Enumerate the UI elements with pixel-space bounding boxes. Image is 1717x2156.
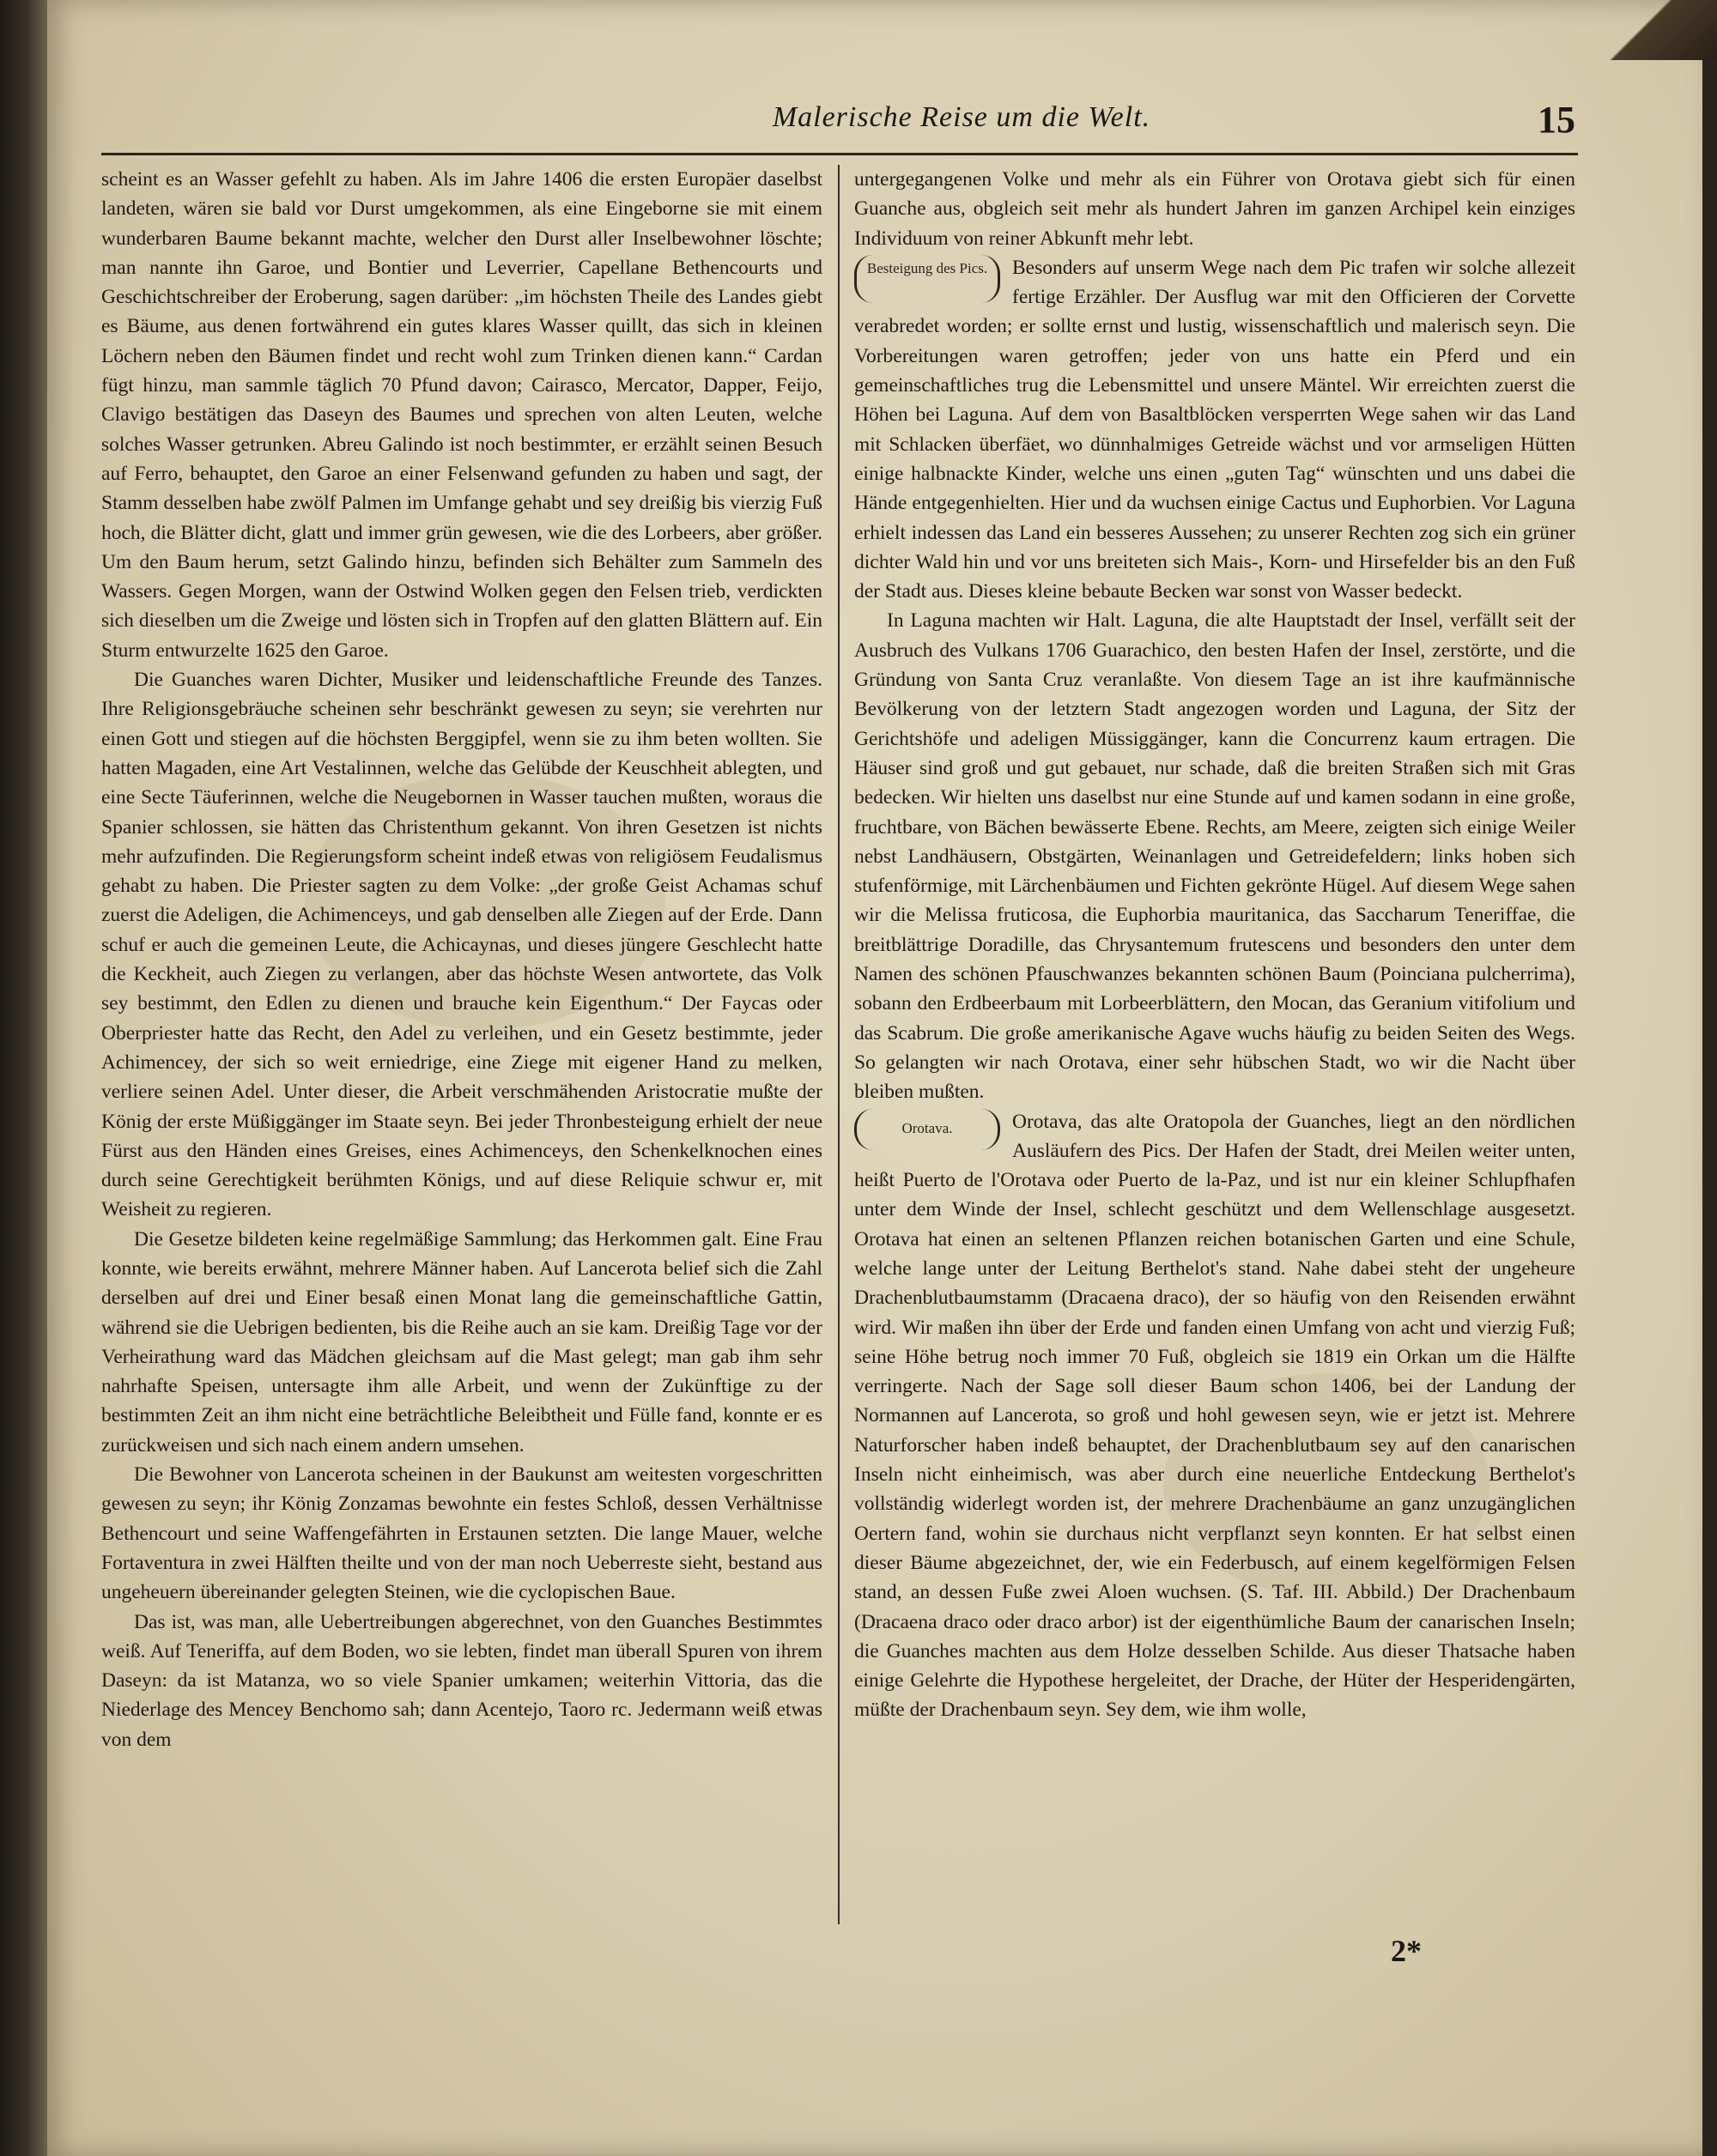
paragraph <box>101 1608 822 1754</box>
paragraph <box>854 1107 1575 1725</box>
left-text-column <box>101 165 822 1916</box>
page-header <box>0 101 1717 153</box>
paragraph-text: untergegangenen Volke und mehr als ein Führer von Orotava giebt sich für einen Guanche aus, obgleich seit mehr als hundert Jahren im ganzen Archipel kein einziges Individuum von reiner Abkunft mehr lebt. <box>854 168 1575 250</box>
marginal-note: Orotava. <box>854 1109 1000 1150</box>
paragraph-text: Das ist, was man, alle Uebertreibungen abgerechnet, von den Guanches Bestimmtes weiß. Auf Teneriffa, auf dem Boden, wo sie lebten, findet man überall Spuren von ihrem Daseyn: da ist Matanza, wo so viele Spanier umkamen; weiterhin Vittoria, das die Niederlage des Mencey Benchomo sah; dann Acentejo, Taoro rc. Jedermann weiß etwas von dem <box>101 1610 822 1751</box>
paragraph <box>101 665 822 1225</box>
running-title: Malerische Reise um die Welt. <box>772 101 1151 133</box>
paragraph-text: Die Gesetze bildeten keine regelmäßige Sammlung; das Herkommen galt. Eine Frau konnte, wie bereits erwähnt, mehrere Männer haben. Auf Lancerota belief sich die Zahl derselben auf drei und Einer besaß einen Monat lang die gemeinschaftliche Gattin, während sie die Uebrigen bedienten, bis die Reihe auch an sie kam. Dreißig Tage vor der Verheirathung ward das Mädchen gleichsam auf die Mast gelegt; man gab ihm sehr nahrhafte Speisen, untersagte ihm alle Arbeit, und wenn der Zukünftige zu der bestimmten Zeit an ihm nicht eine beträchtliche Beleibtheit und Fülle fand, konnte er es zurückweisen und sich nach einem andern umsehen. <box>101 1227 822 1457</box>
signature-mark: 2* <box>1391 1934 1422 1968</box>
paragraph <box>101 1225 822 1460</box>
marginal-note: Besteigung des Pics. <box>854 255 1000 303</box>
paragraph-text: Orotava, das alte Oratopola der Guanches, liegt an den nördlichen Ausläufern des Pics. Der Hafen der Stadt, drei Meilen weiter unten, heißt Puerto de l'Orotava oder Puerto de la-Paz, und ist nur ein kleiner Schlupfhafen unter dem Winde der Insel, schlecht geschützt und dem Wellenschlage ausgesetzt. Orotava hat einen an seltenen Pflanzen reichen botanischen Garten und eine Schule, welche lange unter der Leitung Berthelot's stand. Nahe dabei steht der ungeheure Drachenblutbaumstamm (Dracaena draco), der so häufig von den Reisenden erwähnt wird. Wir maßen ihn über der Erde und fanden einen Umfang von acht und vierzig Fuß; seine Höhe betrug noch immer 70 Fuß, obgleich sie 1819 ein Orkan um die Hälfte verringerte. Nach der Sage soll dieser Baum schon 1406, bei der Landung der Normannen auf Lancerota, so groß und hohl gewesen seyn, wie er jetzt ist. Mehrere Naturforscher haben indeß behauptet, der Drachenblutbaum sey auf den canarischen Inseln nicht einheimisch, was aber durch eine neuerliche Entdeckung Berthelot's vollständig widerlegt worden ist, der mehrere Drachenbäume an ganz unzugänglichen Oertern fand, wohin sie durchaus nicht verpflanzt seyn konnten. Er hat selbst einen dieser Bäume abgezeichnet, der, wie ein Federbusch, auf einem kegelförmigen Felsen stand, an dessen Fuße zwei Aloen wuchsen. (S. Taf. III. Abbild.) Der Drachenbaum (Dracaena draco oder draco arbor) ist der eigenthümliche Baum der canarischen Inseln; die Guanches machten aus dem Holze desselben Schilde. Aus dieser Thatsache haben einige Gelehrte die Hypothese hergeleitet, der Drache, der Hüter der Hesperidengärten, müßte der Drachenbaum seyn. Sey dem, wie ihm wolle, <box>854 1110 1575 1722</box>
header-rule <box>101 153 1578 155</box>
paragraph-text: Die Bewohner von Lancerota scheinen in der Baukunst am weitesten vorgeschritten gewesen zu seyn; ihr König Zonzamas bewohnte ein festes Schloß, dessen Verhältnisse Bethencourt und seine Waffengefährten in Erstaunen setzten. Die lange Mauer, welche Fortaventura in zwei Hälften theilte und von der man noch Ueberreste sieht, bestand aus ungeheuern übereinander gelegten Steinen, wie die cyclopischen Baue. <box>101 1463 822 1604</box>
paragraph <box>854 606 1575 1106</box>
page-number: 15 <box>1538 99 1575 141</box>
paragraph-text: In Laguna machten wir Halt. Laguna, die alte Hauptstadt der Insel, verfällt seit der Ausbruch des Vulkans 1706 Guarachico, den besten Hafen der Insel, zerstörte, und die Gründung von Santa Cruz veranlaßte. Von diesem Tage an ist ihre kaufmännische Bevölkerung von der letztern Stadt angezogen worden und Laguna, der Sitz der Gerichtshöfe und adeligen Müssiggänger, kann die Concurrenz kaum ertragen. Die Häuser sind groß und gut gebauet, nur schade, daß die breiten Straßen sich mit Gras bedecken. Wir hielten uns daselbst nur eine Stunde auf und kamen sodann in eine große, fruchtbare, von Bächen bewässerte Ebene. Rechts, am Meere, zeigten sich einige Weiler nebst Landhäusern, Obstgärten, Weinanlagen und Getreidefeldern; links hoben sich stufenförmige, mit Lärchenbäumen und Fichten gekrönte Hügel. Auf diesem Wege sahen wir die Melissa fruticosa, die Euphorbia mauritanica, das Saccharum Teneriffae, die breitblättrige Doradille, das Chrysantemum frutescens und besonders den unter dem Namen des schönen Pfauschwanzes bekannten schönen Baum (Poinciana pulcherrima), sobann den Erdbeerbaum mit Lorbeerblättern, den Mocan, das Geranium vitifolium und das Scabrum. Die große amerikanische Agave wuchs häufig zu beiden Seiten des Wegs. So gelangten wir nach Orotava, einer sehr hübschen Stadt, wo wir die Nacht über bleiben mußten. <box>854 609 1575 1104</box>
paragraph-text: Die Guanches waren Dichter, Musiker und leidenschaftliche Freunde des Tanzes. Ihre Religionsgebräuche scheinen sehr beschränkt gewesen zu seyn; sie verehrten nur einen Gott und stiegen auf die höchsten Berggipfel, wenn sie zu ihm beten wollten. Sie hatten Magaden, eine Art Vestalinnen, welche das Gelübde der Keuschheit ablegten, und eine Secte Täuferinnen, welche die Neugebornen in Wasser tauchen mußten, woraus die Spanier schlossen, sie hätten das Christenthum gekannt. Von ihren Gesetzen ist nichts mehr aufzufinden. Die Regierungsform scheint indeß etwas von religiösem Feudalismus gehabt zu haben. Die Priester sagten zu dem Volke: „der große Geist Achamas schuf zuerst die Adeligen, die Achimenceys, und gab denselben alle Ziegen auf der Erde. Dann schuf er auch die gemeinen Leute, die Achicaynas, und dieses jüngere Geschlecht hatte die Keckheit, auch Ziegen zu verlangen, aber das höchste Wesen antwortete, das Volk sey bestimmt, den Edlen zu dienen und brauche kein Eigenthum.“ Der Faycas oder Oberpriester hatte das Recht, den Adel zu verleihen, und ein Gesetz bestimmte, jeder Achimencey, der sich so weit erniedrige, eine Ziege mit eigener Hand zu melken, verliere seinen Adel. Unter dieser, die Arbeit verschmähenden Aristocratie mußte der König der erste Müßiggänger im Staate seyn. Bei jeder Thronbesteigung erhielt der neue Fürst aus den Händen eines Greises, eines Achimenceys, den Schenkelknochen eines durch seine Gerechtigkeit berühmten Königs, und auf diese Reliquie schwur er, mit Weisheit zu regieren. <box>101 669 822 1221</box>
paragraph <box>101 165 822 665</box>
right-text-column <box>854 165 1575 1916</box>
paragraph <box>854 165 1575 253</box>
paragraph <box>101 1460 822 1607</box>
column-divider <box>838 165 840 1924</box>
paragraph <box>854 253 1575 607</box>
paragraph-text: Besonders auf unserm Wege nach dem Pic trafen wir solche allezeit fertige Erzähler. Der Ausflug war mit den Officieren der Corvette verabredet worden; er sollte ernst und lustig, wissenschaftlich und malerisch seyn. Die Vorbereitungen waren getroffen; jeder von uns hatte ein Pferd und ein gemeinschaftliches trug die Lebensmittel und unsere Mäntel. Wir erreichten zuerst die Höhen bei Laguna. Auf dem von Basaltblöcken versperrten Wege sahen wir das Land mit Schlacken überfäet, wo dünnhalmiges Getreide wächst und vor armseligen Hütten einige halbnackte Kinder, welche uns einen „guten Tag“ wünschten und uns dabei die Hände entgegenhielten. Hier und da wuchsen einige Cactus und Euphorbien. Vor Laguna erhielt indessen das Land ein besseres Aussehen; zu unserer Rechten zog sich ein grüner dichter Wald hin und vor uns breiteten sich Mais-, Korn- und Hirsefelder bis an den Fuß der Stadt aus. Dieses kleine bebaute Becken war sonst von Wasser bedeckt. <box>854 256 1575 603</box>
page-corner-shadow <box>1597 0 1717 60</box>
paragraph-text: scheint es an Wasser gefehlt zu haben. Als im Jahre 1406 die ersten Europäer daselbst landeten, wären sie bald vor Durst umgekommen, als eine Eingeborne sie mit einem wunderbaren Baume bekannt machte, welcher den Durst aller Inselbewohner löschte; man nannte ihn Garoe, und Bontier und Leverrier, Capellane Bethencourts und Geschichtschreiber der Eroberung, sagen darüber: „im höchsten Theile des Landes giebt es Bäume, aus denen fortwährend ein gutes klares Wasser quillt, das sich in kleinen Löchern neben den Bäumen findet und recht wohl zum Trinken dienen kann.“ Cardan fügt hinzu, man sammle täglich 70 Pfund davon; Cairasco, Mercator, Dapper, Feijo, Clavigo bestätigen das Daseyn des Baumes und sprechen von alten Leuten, welche solches Wasser getrunken. Abreu Galindo ist noch bestimmter, er erzählt seinen Besuch auf Ferro, behauptet, den Garoe an einer Felsenwand gefunden zu haben und sagt, der Stamm desselben habe zwölf Palmen im Umfange gehabt und sey dreißig bis vierzig Fuß hoch, die Blätter dicht, glatt und immer grün gewesen, wie die des Lorbeers, aber größer. Um den Baum herum, setzt Galindo hinzu, befinden sich Behälter zum Sammeln des Wassers. Gegen Morgen, wann der Ostwind Wolken gegen den Felsen trieb, verdickten sich dieselben um die Zweige und lösten sich in Tropfen auf den glatten Blättern auf. Ein Sturm entwurzelte 1625 den Garoe. <box>101 168 822 662</box>
